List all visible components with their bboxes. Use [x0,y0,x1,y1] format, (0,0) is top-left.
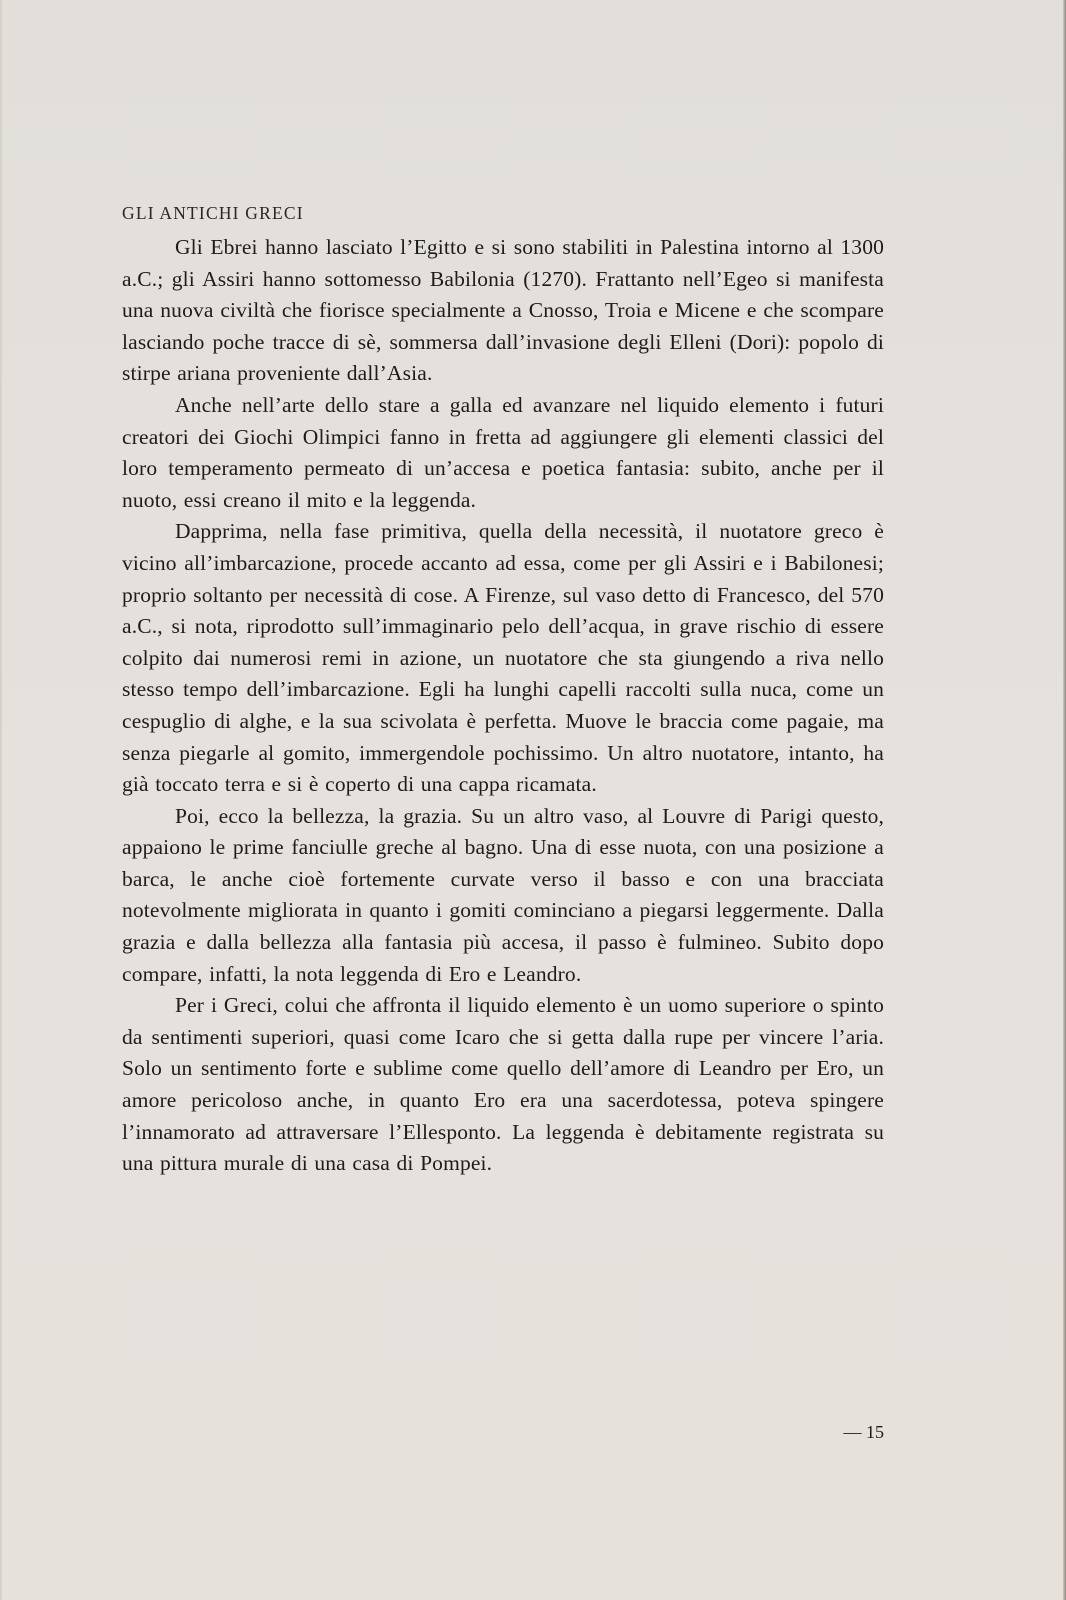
page-number: — 15 [843,1422,884,1442]
paragraph-4: Poi, ecco la bellezza, la grazia. Su un altro vaso, al Louvre di Parigi questo, appaiono le prime fanciulle greche al bagno. Una di esse nuota, con una posizione a barca, le anche cioè fortemente curvate verso il basso e con una bracciata notevolmente migliorata in quanto i gomiti cominciano a piegarsi leggermente. Dalla grazia e dalla bellezza alla fantasia più accesa, il passo è fulmineo. Subito dopo compare, infatti, la nota leggenda di Ero e Leandro. [122,803,884,986]
paragraph-2: Anche nell’arte dello stare a galla ed avanzare nel liquido elemento i futuri creatori dei Giochi Olimpici fanno in fretta ad aggiungere gli elementi classici del loro temperamento permeato di un’accesa e poetica fantasia: subito, anche per il nuoto, essi creano il mito e la leggenda. [122,392,884,512]
section-heading: GLI ANTICHI GRECI [122,203,304,223]
text-column [122,196,884,1180]
paragraph-5: Per i Greci, colui che affronta il liquido elemento è un uomo superiore o spinto da sentimenti superiori, quasi come Icaro che si getta dalla rupe per vincere l’aria. Solo un sentimento forte e sublime come quello dell’amore di Leandro per Ero, un amore pericoloso anche, in quanto Ero era una sacerdotessa, poteva spingere l’innamorato ad attraversare l’Ellesponto. La leggenda è debitamente registrata su una pittura murale di una casa di Pompei. [122,993,884,1176]
paragraph-1: Gli Ebrei hanno lasciato l’Egitto e si sono stabiliti in Palestina intorno al 1300 a.C.; gli Assiri hanno sottomesso Babilonia (1270). Frattanto nell’Egeo si manifesta una nuova civiltà che fiorisce specialmente a Cnosso, Troia e Micene e che scompare lasciando poche tracce di sè, sommersa dall’invasione degli Elleni (Dori): popolo di stirpe ariana proveniente dall’Asia. [122,235,884,386]
page-left-edge [0,0,2,1600]
paragraph-3: Dapprima, nella fase primitiva, quella della necessità, il nuotatore greco è vicino all’imbarcazione, procede accanto ad essa, come per gli Assiri e i Babilonesi; proprio soltanto per necessità di cose. A Firenze, sul vaso detto di Francesco, del 570 a.C., si nota, riprodotto sull’immaginario pelo dell’acqua, in grave rischio di essere colpito dai numerosi remi in azione, un nuotatore che sta giungendo a riva nello stesso tempo dell’imbarcazione. Egli ha lunghi capelli raccolti sulla nuca, come un cespuglio di alghe, e la sua scivolata è perfetta. Muove le braccia come pagaie, ma senza piegarle al gomito, immergendole pochissimo. Un altro nuotatore, intanto, ha già toccato terra e si è coperto di una cappa ricamata. [122,519,884,797]
